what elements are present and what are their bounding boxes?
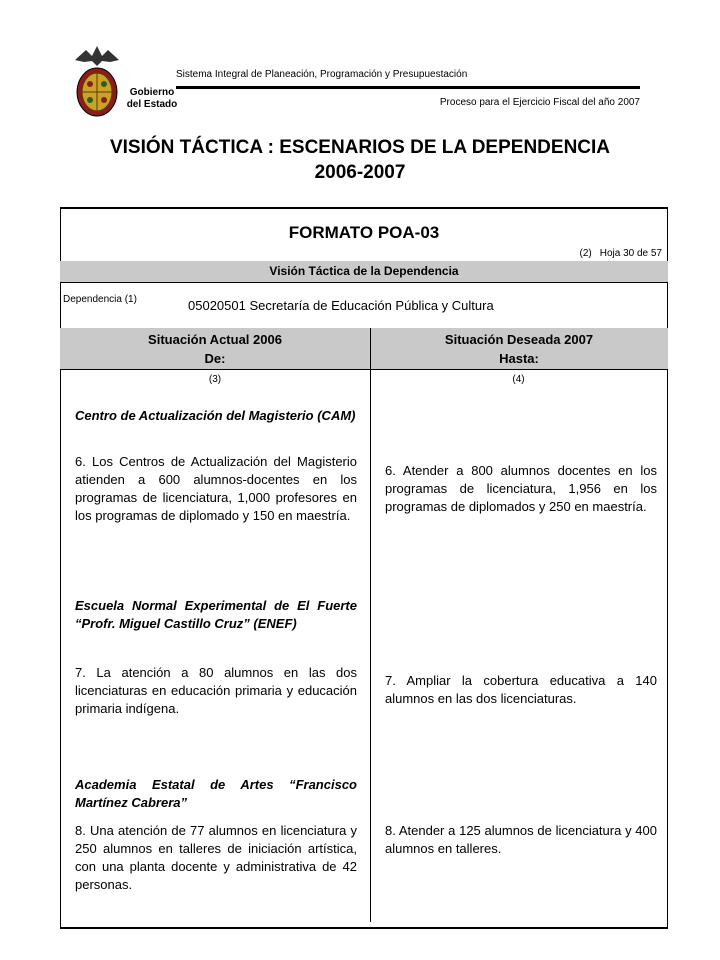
- process-label: Proceso para el Ejercicio Fiscal del año 2007: [439, 97, 640, 108]
- institution-enef: Escuela Normal Experimental de El Fuerte “Profr. Miguel Castillo Cruz” (ENEF): [75, 598, 357, 631]
- column-header-right: [370, 328, 668, 368]
- gobierno-line2: del Estado: [126, 99, 178, 110]
- page-counter: [440, 248, 662, 259]
- form-left-border: [60, 207, 61, 927]
- form-right-border: [667, 207, 668, 927]
- page-title-years: 2006-2007: [314, 162, 406, 183]
- gobierno-label: [126, 87, 178, 111]
- dependencia-value: 05020501 Secretaría de Educación Pública y Cultura: [188, 298, 494, 313]
- system-name: Sistema Integral de Planeación, Programación y Presupuestación: [176, 69, 468, 80]
- desired-situation-6: 6. Atender a 800 alumnos docentes en los programas de licenciatura, 1,956 en los programas de diplomados y 250 en maestría.: [385, 463, 657, 514]
- gobierno-line1: Gobierno: [129, 87, 175, 98]
- page-counter-ref: (2): [579, 248, 592, 259]
- section-band: Visión Táctica de la Dependencia: [60, 261, 668, 282]
- current-situation-7: 7. La atención a 80 alumnos en las dos licenciaturas en educación primaria y educación primaria indígena.: [75, 665, 357, 716]
- state-coat-of-arms: [72, 42, 122, 118]
- column-right-ref: (4): [512, 374, 525, 385]
- desired-situation-7: 7. Ampliar la cobertura educativa a 140 alumnos en las dos licenciaturas.: [385, 673, 657, 706]
- band-bottom-rule: [60, 282, 668, 283]
- header-rule: [176, 86, 640, 89]
- current-situation-8: 8. Una atención de 77 alumnos en licenciatura y 250 alumnos en talleres de iniciación artística, con una planta docente y administrativa de 42 personas.: [75, 823, 357, 892]
- form-frame: [60, 207, 668, 929]
- page-counter-value: Hoja 30 de 57: [599, 248, 662, 259]
- dependencia-label: Dependencia (1): [63, 294, 137, 305]
- form-name: FORMATO POA-03: [288, 223, 440, 242]
- column-headers: [60, 328, 668, 369]
- institution-cam: Centro de Actualización del Magisterio (CAM): [75, 408, 356, 423]
- column-header-left-sub: De:: [204, 351, 226, 366]
- desired-situation-8: 8. Atender a 125 alumnos de licenciatura y 400 alumnos en talleres.: [385, 823, 657, 856]
- column-left-ref: (3): [208, 374, 222, 385]
- page-title: VISIÓN TÁCTICA : ESCENARIOS DE LA DEPENDENCIA: [109, 137, 611, 158]
- column-header-left-title: Situación Actual 2006: [148, 332, 282, 347]
- column-header-right-title: Situación Deseada 2007: [444, 332, 594, 347]
- column-divider: [370, 328, 371, 922]
- column-header-left: [60, 328, 370, 368]
- columns-bottom-rule: [60, 369, 668, 370]
- current-situation-6: 6. Los Centros de Actualización del Magisterio atienden a 600 alumnos-docentes en los programas de licenciatura, 1,000 profesores en los programas de diplomado y 150 en maestría.: [75, 454, 357, 523]
- institution-academia: Academia Estatal de Artes “Francisco Martínez Cabrera”: [75, 777, 357, 810]
- column-header-right-sub: Hasta:: [499, 351, 539, 366]
